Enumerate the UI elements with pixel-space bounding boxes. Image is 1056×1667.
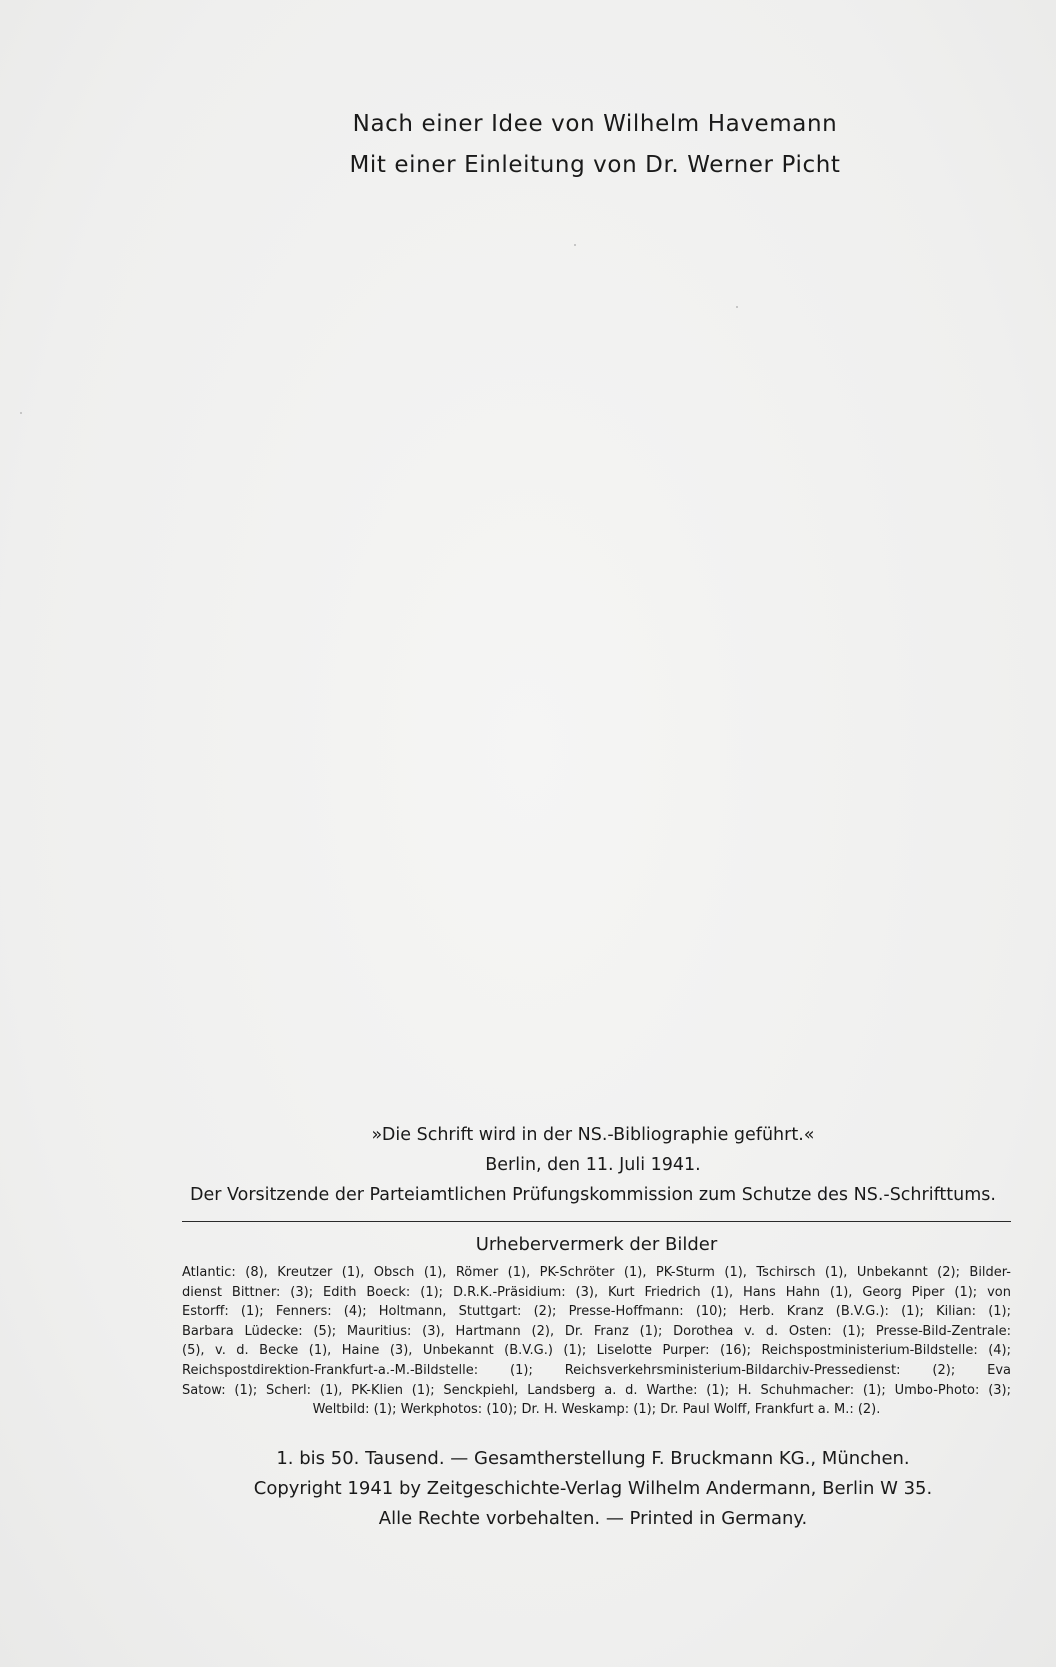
notice-signatory: Der Vorsitzende der Parteiamtlichen Prüfungskommission zum Schutze des NS.-Schrifttums. bbox=[190, 1185, 996, 1205]
rights-line: Alle Rechte vorbehalten. — Printed in Germany. bbox=[378, 1508, 808, 1529]
image-credits-line: Barbara Lüdecke: (5); Mauritius: (3), Hartmann (2), Dr. Franz (1); Dorothea v. d. Osten: (1); Presse-Bild-Zentrale: bbox=[182, 1323, 1011, 1339]
bibliography-notice bbox=[150, 1120, 1036, 1210]
image-credits-line: (5), v. d. Becke (1), Haine (3), Unbekannt (B.V.G.) (1); Liselotte Purper: (16); Reichspostministerium-Bildstelle: (4); bbox=[182, 1343, 1011, 1359]
copyright-line: Copyright 1941 by Zeitgeschichte-Verlag Wilhelm Andermann, Berlin W 35. bbox=[253, 1478, 933, 1499]
image-credits-line: Weltbild: (1); Werkphotos: (10); Dr. H. Weskamp: (1); Dr. Paul Wolff, Frankfurt a. M.: (2). bbox=[312, 1402, 881, 1418]
image-credits-line: Satow: (1); Scherl: (1), PK-Klien (1); Senckpiehl, Landsberg a. d. Warthe: (1); H. Schuhmacher: (1); Umbo-Photo: (3); bbox=[182, 1382, 1011, 1398]
imprint-block bbox=[150, 1444, 1036, 1534]
paper-speck bbox=[574, 244, 576, 246]
introduction-credit: Mit einer Einleitung von Dr. Werner Picht bbox=[349, 152, 841, 178]
image-credits-line: Reichspostdirektion-Frankfurt-a.-M.-Bildstelle: (1); Reichsverkehrsministerium-Bildarchiv-Pressedienst: (2); Eva bbox=[182, 1362, 1011, 1378]
notice-place-date: Berlin, den 11. Juli 1941. bbox=[485, 1155, 701, 1175]
paper-speck bbox=[736, 306, 738, 308]
image-credits-line: Atlantic: (8), Kreutzer (1), Obsch (1), Römer (1), PK-Schröter (1), PK-Sturm (1), Tschirsch (1), Unbekannt (2); Bilder- bbox=[182, 1265, 1011, 1280]
credits-block bbox=[300, 104, 890, 186]
image-credits-title: Urhebervermerk der Bilder bbox=[475, 1234, 718, 1255]
image-credits-line: dienst Bittner: (3); Edith Boeck: (1); D.R.K.-Präsidium: (3), Kurt Friedrich (1), Hans Hahn (1), Georg Piper (1); von bbox=[182, 1284, 1011, 1300]
image-credits-section bbox=[182, 1232, 1011, 1420]
notice-quote: »Die Schrift wird in der NS.-Bibliographie geführt.« bbox=[371, 1125, 815, 1145]
idea-credit: Nach einer Idee von Wilhelm Havemann bbox=[352, 111, 838, 137]
divider-rule bbox=[182, 1221, 1011, 1222]
paper-speck bbox=[20, 412, 22, 414]
image-credits-line: Estorff: (1); Fenners: (4); Holtmann, Stuttgart: (2); Presse-Hoffmann: (10); Herb. Kranz (B.V.G.): (1); Kilian: (1); bbox=[182, 1304, 1011, 1320]
edition-line: 1. bis 50. Tausend. — Gesamtherstellung F. Bruckmann KG., München. bbox=[276, 1448, 910, 1469]
